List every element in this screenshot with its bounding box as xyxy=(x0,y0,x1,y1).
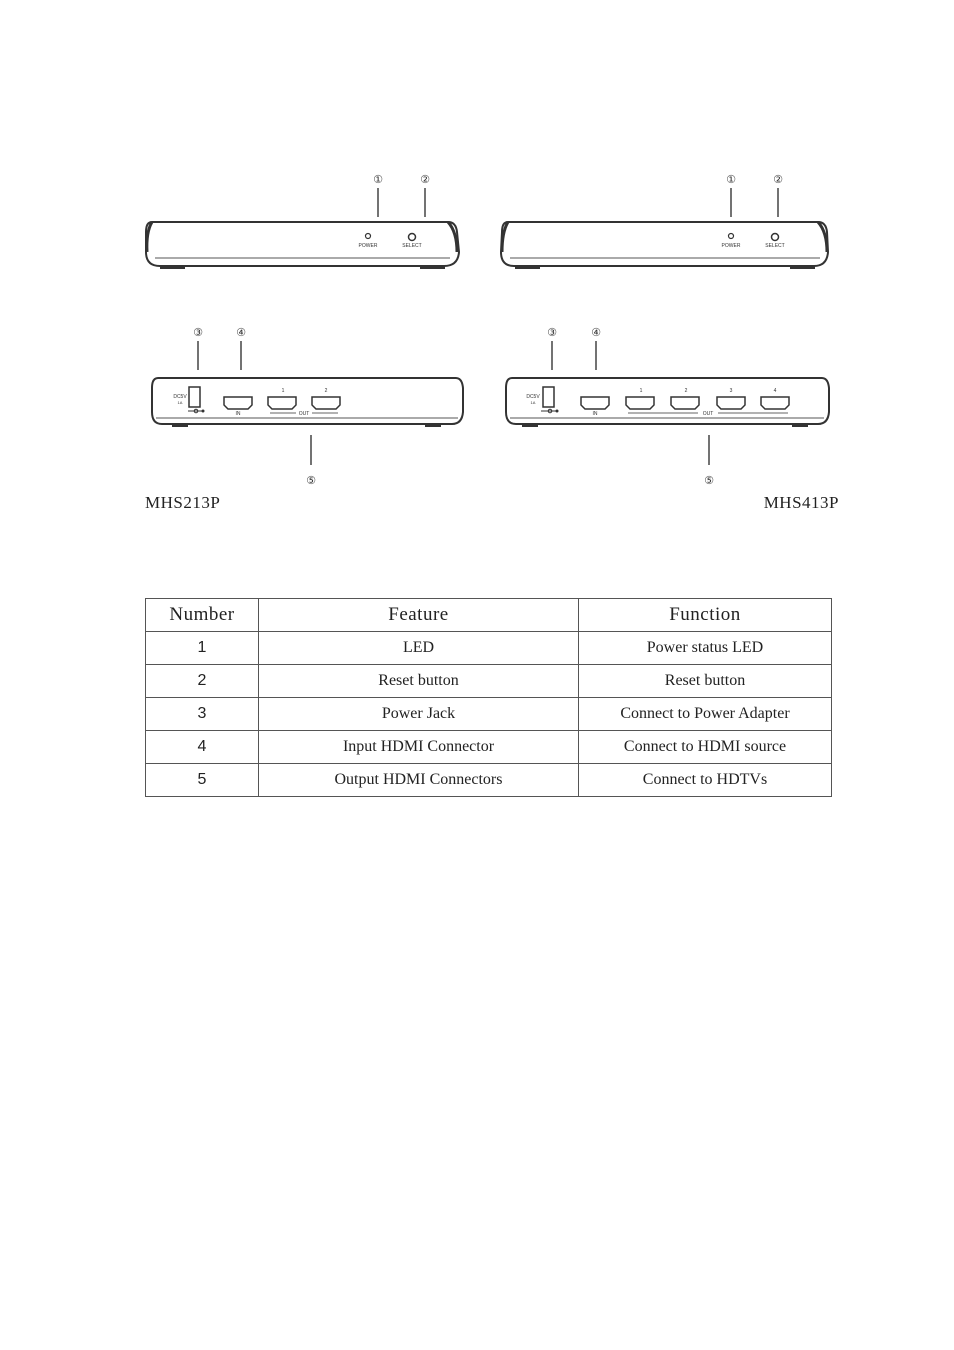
dc-sub-label: 1A xyxy=(530,400,536,405)
row-number: 5 xyxy=(146,764,259,797)
front-view-right xyxy=(501,173,828,269)
model-label-right: MHS413P xyxy=(763,493,839,512)
callout-5: ⑤ xyxy=(306,474,316,487)
out-port-number: 2 xyxy=(684,388,688,394)
row-number: 3 xyxy=(146,698,259,731)
row-number: 1 xyxy=(146,632,259,665)
power-label: POWER xyxy=(358,243,378,249)
row-function: Connect to HDMI source xyxy=(579,731,832,764)
callout-2: ② xyxy=(773,173,783,186)
product-diagram xyxy=(0,0,954,530)
row-function: Connect to HDTVs xyxy=(579,764,832,797)
table-row xyxy=(146,698,832,731)
row-number: 2 xyxy=(146,665,259,698)
out-port-number: 3 xyxy=(729,388,733,394)
header-number: Number xyxy=(146,599,259,632)
table-row xyxy=(146,731,832,764)
row-feature: Input HDMI Connector xyxy=(259,731,579,764)
in-label: IN xyxy=(235,411,241,417)
dc-sub-label: 1A xyxy=(177,400,183,405)
callout-1: ① xyxy=(726,173,736,186)
callout-5: ⑤ xyxy=(704,474,714,487)
dc-label: DC5V xyxy=(526,394,540,400)
power-label: POWER xyxy=(721,243,741,249)
callout-4: ④ xyxy=(591,326,601,339)
out-port-number: 2 xyxy=(324,388,328,394)
out-port-number: 4 xyxy=(773,388,777,394)
model-label-left: MHS213P xyxy=(145,493,221,512)
row-feature: Reset button xyxy=(259,665,579,698)
callout-2: ② xyxy=(420,173,430,186)
row-function: Power status LED xyxy=(579,632,832,665)
row-feature: LED xyxy=(259,632,579,665)
select-label: SELECT xyxy=(402,243,422,249)
callout-3: ③ xyxy=(193,326,203,339)
callout-3: ③ xyxy=(547,326,557,339)
select-label: SELECT xyxy=(765,243,785,249)
in-label: IN xyxy=(592,411,598,417)
out-port-number: 1 xyxy=(281,388,285,394)
table-header-row xyxy=(146,599,832,632)
row-function: Connect to Power Adapter xyxy=(579,698,832,731)
feature-table xyxy=(145,598,832,797)
table-row xyxy=(146,665,832,698)
front-view-left xyxy=(146,173,459,269)
dc-label: DC5V xyxy=(173,394,187,400)
out-label: OUT xyxy=(702,411,714,417)
table-row xyxy=(146,632,832,665)
rear-view-left xyxy=(152,326,463,487)
row-number: 4 xyxy=(146,731,259,764)
table-row xyxy=(146,764,832,797)
header-function: Function xyxy=(579,599,832,632)
rear-view-right xyxy=(506,326,829,487)
out-port-number: 1 xyxy=(639,388,643,394)
header-feature: Feature xyxy=(259,599,579,632)
out-label: OUT xyxy=(298,411,310,417)
callout-1: ① xyxy=(373,173,383,186)
callout-4: ④ xyxy=(236,326,246,339)
row-feature: Power Jack xyxy=(259,698,579,731)
row-feature: Output HDMI Connectors xyxy=(259,764,579,797)
row-function: Reset button xyxy=(579,665,832,698)
